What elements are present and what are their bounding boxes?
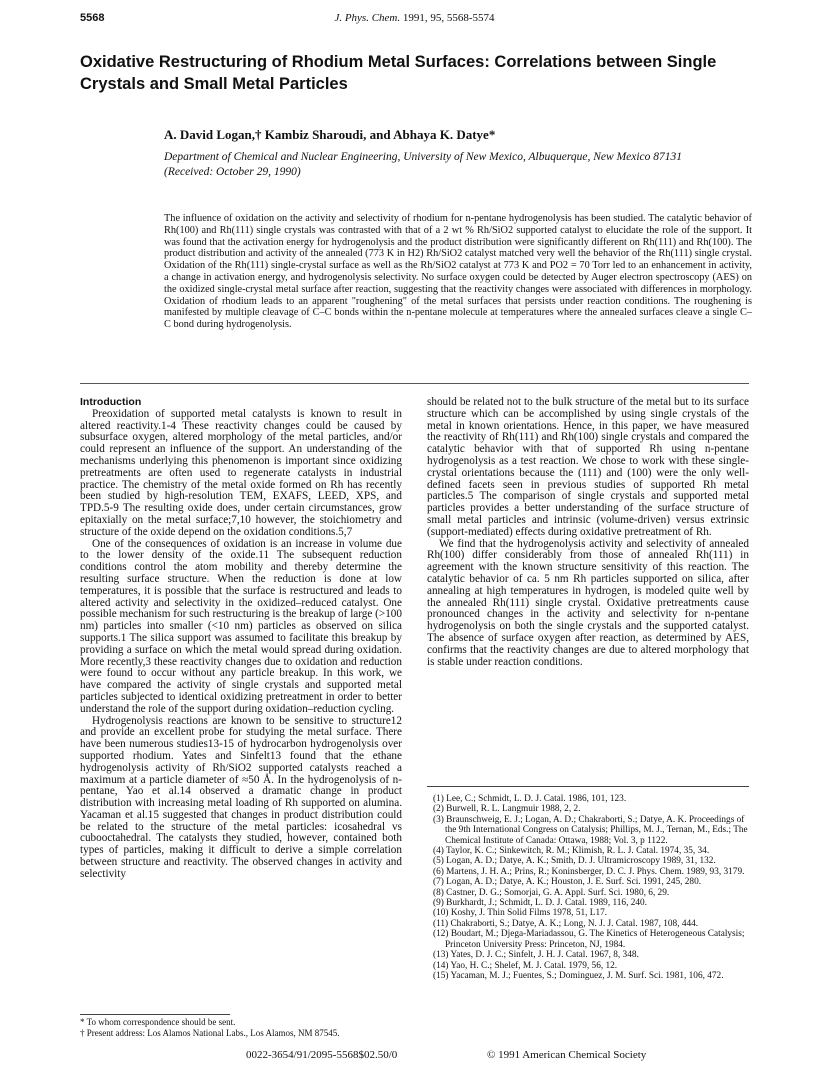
reference: (10) Koshy, J. Thin Solid Films 1978, 51, L17. <box>433 908 608 919</box>
journal-volume: 1991, 95, 5568-5574 <box>400 12 495 24</box>
reference: (9) Burkhardt, J.; Schmidt, L. D. J. Catal. 1989, 116, 240. <box>433 898 647 909</box>
paragraph: We find that the hydrogenolysis activity and selectivity of annealed Rh(100) differ considerably from those of annealed Rh(111) in agreement with the known structure sensitivity of this reaction. The catalytic behavior of ca. 5 nm Rh particles supported on silica, after annealing at high temperatures in hydrogen, is modeled quite well by the annealed Rh(111) single crystal. Oxidative pretreatments cause pronounced changes in the activity and selectivity for n-pentane hydrogenolysis on both the single crystals and the supported catalyst. The absence of surface oxygen after reaction, as determined by AES, confirms that the reactivity changes are due to altered morphology that is stable under reaction conditions. <box>427 537 749 668</box>
paragraph: One of the consequences of oxidation is an increase in volume due to the lower density of the oxide.11 The subsequent reduction conditions control the atom mobility and thereby determine the resulting surface structure. When the reduction is done at low temperatures, it is possible that the surface is restructured and leads to altered activity and selectivity in the oxidized–reduced catalyst. One possible mechanism for such restructuring is the breakup of large (>100 nm) particles into smaller (<10 nm) particles as observed on silica supports.1 The silica support was assumed to facilitate this breakup by providing a surface on which the metal would spread during oxidation. More recently,3 these reactivity changes due to oxidation and reduction were found to occur without any particle breakup. In this work, we have compared the activity of single crystals and supported metal particles subjected to identical oxidizing pretreatment in order to better understand the role of the support during oxidation–reduction cycling. <box>80 537 402 715</box>
footnote: † Present address: Los Alamos National Labs., Los Alamos, NM 87545. <box>80 1027 340 1038</box>
reference: (6) Martens, J. H. A.; Prins, R.; Koninsberger, D. C. J. Phys. Chem. 1989, 93, 3179. <box>433 866 745 877</box>
right-column <box>427 397 749 668</box>
paragraph: Hydrogenolysis reactions are known to be sensitive to structure12 and provide an excellent probe for studying the metal surface. There have been numerous studies13-15 of hydrocarbon hydrogenolysis over supported rhodium. Yates and Sinfelt13 found that the ethane hydrogenolysis activity of Rh/SiO2 supported catalysts reached a maximum at a particle diameter of ≈50 Å. In the hydrogenolysis of n-pentane, Yao et al.14 observed a dramatic change in product distribution with increasing metal loading of Rh supported on alumina. Yacaman et al.15 suggested that changes in product distribution could be related to the structure of the metal particles: icosahedral vs cubooctahedral. The catalysts they studied, however, contained both types of particles, making it difficult to derive a simple correlation between structure and reactivity. The observed changes in activity and selectivity <box>80 714 402 880</box>
reference: (12) Boudart, M.; Djega-Mariadassou, G. The Kinetics of Heterogeneous Catalysis; Princeton University Press: Princeton, NJ, 1984. <box>433 929 745 950</box>
left-column <box>80 397 402 881</box>
footnote: * To whom correspondence should be sent. <box>80 1017 236 1027</box>
reference: (1) Lee, C.; Schmidt, L. D. J. Catal. 1986, 101, 123. <box>433 794 627 804</box>
abstract <box>164 213 752 331</box>
article-title: Oxidative Restructuring of Rhodium Metal Surfaces: Correlations between Single Crystals and Small Metal Particles <box>80 53 717 93</box>
reference: (8) Castner, D. G.; Somorjai, G. A. Appl. Surf. Sci. 1980, 6, 29. <box>433 887 670 898</box>
page-number: 5568 <box>80 12 105 24</box>
reference: (11) Chakraborti, S.; Datye, A. K.; Long, N. J. J. Catal. 1987, 108, 444. <box>433 918 699 929</box>
article-code: 0022-3654/91/2095-5568$02.50/0 <box>246 1049 398 1061</box>
references-divider <box>427 786 749 787</box>
reference: (14) Yao, H. C.; Shelef, M. J. Catal. 1979, 56, 12. <box>433 960 618 971</box>
author-list: A. David Logan,† Kambiz Sharoudi, and Abhaya K. Datye* <box>164 127 496 142</box>
reference: (5) Logan, A. D.; Datye, A. K.; Smith, D. J. Ultramicroscopy 1989, 31, 132. <box>433 856 716 867</box>
reference: (15) Yacaman, M. J.; Fuentes, S.; Dominguez, J. M. Surf. Sci. 1981, 106, 472. <box>433 970 724 981</box>
journal-name: J. Phys. Chem. <box>334 12 401 24</box>
footnote-divider <box>80 1014 230 1015</box>
section-heading: Introduction <box>80 396 142 408</box>
references-list <box>427 794 749 981</box>
paragraph: Preoxidation of supported metal catalysts is known to result in altered reactivity.1-4 These reactivity changes could be caused by subsurface oxygen, altered morphology of the metal particles, and/or could represent an influence of the support. An understanding of the mechanisms underlying this phenomenon is important since oxidizing pretreatments are often used to regenerate catalysts in industrial practice. The chemistry of the metal oxide formed on Rh has recently been studied by high-resolution TEM, EXAFS, LEED, XPS, and TPD.5-9 The resulting oxide does, under certain circumstances, grow epitaxially on the metal surface;7,10 however, the stoichiometry and structure of the oxide depend on the oxidation conditions.5,7 <box>80 407 402 538</box>
reference: (4) Taylor, K. C.; Sinkewitch, R. M.; Klimish, R. L. J. Catal. 1974, 35, 34. <box>433 846 710 857</box>
footnotes <box>80 1017 402 1038</box>
affiliation: Department of Chemical and Nuclear Engineering, University of New Mexico, Albuquerque, New Mexico 87131 (Received: October 29, 1990) <box>164 151 683 178</box>
journal-citation <box>80 12 749 24</box>
running-header <box>80 12 749 30</box>
reference: (2) Burwell, R. L. Langmuir 1988, 2, 2. <box>433 804 581 815</box>
divider <box>80 383 749 384</box>
copyright: © 1991 American Chemical Society <box>487 1049 647 1061</box>
reference: (3) Braunschweig, E. J.; Logan, A. D.; Chakraborti, S.; Datye, A. K. Proceedings of the 9th International Congress on Catalysis; Phillips, M. J., Ternan, M., Eds.; The Chemical Institute of Canada: Ottawa, 1988; Vol. 3, p 1122. <box>433 814 748 846</box>
abstract-text: The influence of oxidation on the activity and selectivity of rhodium for n-pentane hydrogenolysis has been studied. The catalytic behavior of Rh(100) and Rh(111) single crystals was contrasted with that of a 2 wt % Rh/SiO2 supported catalyst to elucidate the role of the support. It was found that the activation energy for hydrogenolysis and the product distribution were significantly different on Rh(111) and Rh(100). The product distribution and activity of the annealed (773 K in H2) Rh/SiO2 catalyst matched very well the behavior of the Rh(111) single crystal. Oxidation of the Rh(111) single-crystal surface as well as the Rh/SiO2 catalyst at 773 K and PO2 = 70 Torr led to an enhancement in activity, a change in activation energy, and hydrogenolysis selectivity. No surface oxygen could be detected by Auger electron spectroscopy (AES) on the oxidized single-crystal metal surface after reaction, suggesting that the reactivity changes were associated with differences in morphology. Oxidation of rhodium leads to an apparent "roughening" of the metal surfaces that persists under reaction conditions. The roughening is manifested by multiple cleavage of C–C bonds within the n-pentane molecule at temperatures where the annealed surfaces cleave a single C–C bond during hydrogenolysis. <box>164 213 752 331</box>
paragraph: should be related not to the bulk structure of the metal but to its surface structure which can be accomplished by using single crystals of the metal in known orientations. Hence, in this paper, we have measured the reactivity of Rh(111) and Rh(100) single crystals and compared the catalytic behavior with that of supported Rh using n-pentane hydrogenolysis as a test reaction. We chose to work with these single-crystal orientations because the (111) and (100) were the only well-defined facets seen in previous studies of supported Rh metal particles.5 The comparison of single crystals and supported metal particles provides a better understanding of the surface structure of small metal particles and intrinsic (volume-driven) versus extrinsic (support-mediated) effects during oxidative pretreatment of Rh. <box>427 396 749 538</box>
reference: (13) Yates, D. J. C.; Sinfelt, J. H. J. Catal. 1967, 8, 348. <box>433 950 639 961</box>
reference: (7) Logan, A. D.; Datye, A. K.; Houston, J. E. Surf. Sci. 1991, 245, 280. <box>433 877 702 888</box>
